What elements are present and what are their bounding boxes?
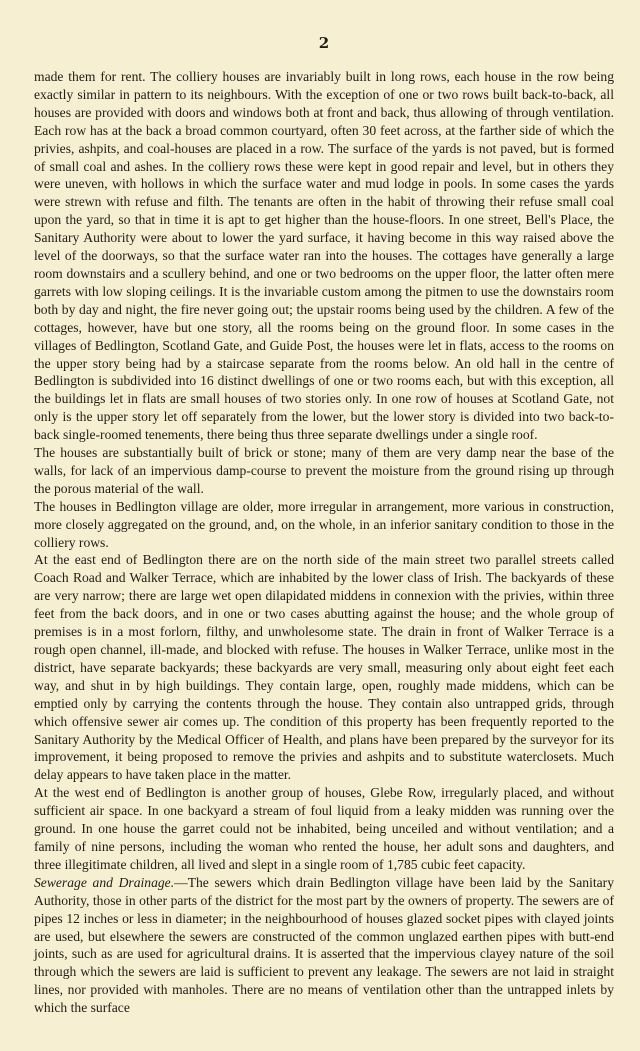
paragraph-west-end: At the west end of Bedlington is another group of houses, Glebe Row, irregularly placed, and without sufficient air space. In one backyard a stream of foul liquid from a leaky midden was running over the ground. In one house the garret could not be inhabited, being unceiled and without ventilation; and a family of nine persons, including the woman who rented the house, her adult sons and daughters, and three illegitimate children, all lived and slept in a single room of 1,785 cubic feet capacity. [34, 785, 614, 872]
paragraph-east-end: At the east end of Bedlington there are on the north side of the main street two parallel streets called Coach Road and Walker Terrace, which are inhabited by the lower class of Irish. The backyards of these are very narrow; there are large wet open dilapidated middens in connexion with the privies, within three feet from the back doors, and in one or two cases abutting against the house; and the whole group of premises is in a most forlorn, filthy, and unwholesome state. The drain in front of Walker Terrace is a rough open channel, ill-made, and blocked with refuse. The houses in Walker Terrace, unlike most in the district, have separate backyards; these backyards are very small, measuring only about eight feet each way, and shut in by high buildings. They contain large, open, roughly made middens, which can be emptied only by carrying the contents through the house. They contain also untrapped grids, through which offensive sewer air comes up. The condition of this property has been frequently reported to the Sanitary Authority by the Medical Officer of Health, and plans have been prepared by the surveyor for its improvement, it being proposed to remove the privies and ashpits and to substitute waterclosets. Much delay appears to have taken place in the matter. [34, 552, 614, 783]
section-heading: Sewerage and Drainage. [34, 874, 175, 890]
paragraph-construction: The houses are substantially built of brick or stone; many of them are very damp near the base of the walls, for lack of an impervious damp-course to prevent the moisture from the ground rising up through the porous material of the wall. [34, 445, 614, 496]
paragraph-bedlington-village: The houses in Bedlington village are older, more irregular in arrangement, more various in construction, more closely aggregated on the ground, and, on the whole, in an inferior sanitary condition to those in the colliery rows. [34, 498, 614, 550]
page-number: 2 [318, 34, 330, 52]
body-text [34, 68, 614, 1017]
paragraph-sewerage-text: —The sewers which drain Bedlington village have been laid by the Sanitary Authority, those in other parts of the district for the most part by the owners of property. The sewers are of pipes 12 inches or less in diameter; in the neighbourhood of houses glazed socket pipes with clayed joints are used, but elsewhere the sewers are constructed of the common unglazed earthen pipes with butt-end joints, such as are used for agricultural drains. It is asserted that the impervious clayey nature of the soil through which the sewers are laid is sufficient to prevent any leakage. The sewers are not laid in straight lines, nor provided with manholes. There are no means of ventilation other than the untrapped inlets by which the surface [34, 874, 614, 1016]
paragraph-collieries: made them for rent. The colliery houses are invariably built in long rows, each house in the row being exactly similar in pattern to its neighbours. With the exception of one or two rows built back-to-back, all houses are provided with doors and windows both at front and back, thus allowing of through ventilation. Each row has at the back a broad common courtyard, often 30 feet across, at the farther side of which the privies, ashpits, and coal-houses are placed in a row. The surface of the yards is not paved, but is formed of small coal and ashes. In the colliery rows these were kept in good repair and level, but in others they were uneven, with hollows in which the surface water and mud lodge in pools. In some cases the yards were strewn with refuse and filth. The tenants are often in the habit of throwing their refuse small coal upon the yard, so that in time it is apt to get higher than the house-floors. In one street, Bell's Place, the Sanitary Authority were about to lower the yard surface, it having become in this way raised above the level of the doorways, so that the surface water ran into the houses. The cottages have generally a large room downstairs and a scullery behind, and one or two bedrooms on the upper floor, the latter often mere garrets with low sloping ceilings. It is the invariable custom among the pitmen to use the downstairs room both by day and night, the fire never going out; the upstair rooms being used by the children. A few of the cottages, however, have but one story, all the rooms being on the ground floor. In some cases in the villages of Bedlington, Scotland Gate, and Guide Post, the houses were let in flats, access to the rooms on the upper story being had by a staircase separate from the rooms below. An old hall in the centre of Bedlington is subdivided into 16 distinct dwellings of one or two rooms each, but with this exception, all the buildings let in flats are small houses of two stories only. In one row of houses at Scotland Gate, not only is the upper story let off separately from the lower, but the lower story is divided into two back-to-back single-roomed tenements, there being thus three separate dwellings under a single roof. [34, 69, 614, 443]
paragraph-sewerage [34, 874, 614, 1017]
